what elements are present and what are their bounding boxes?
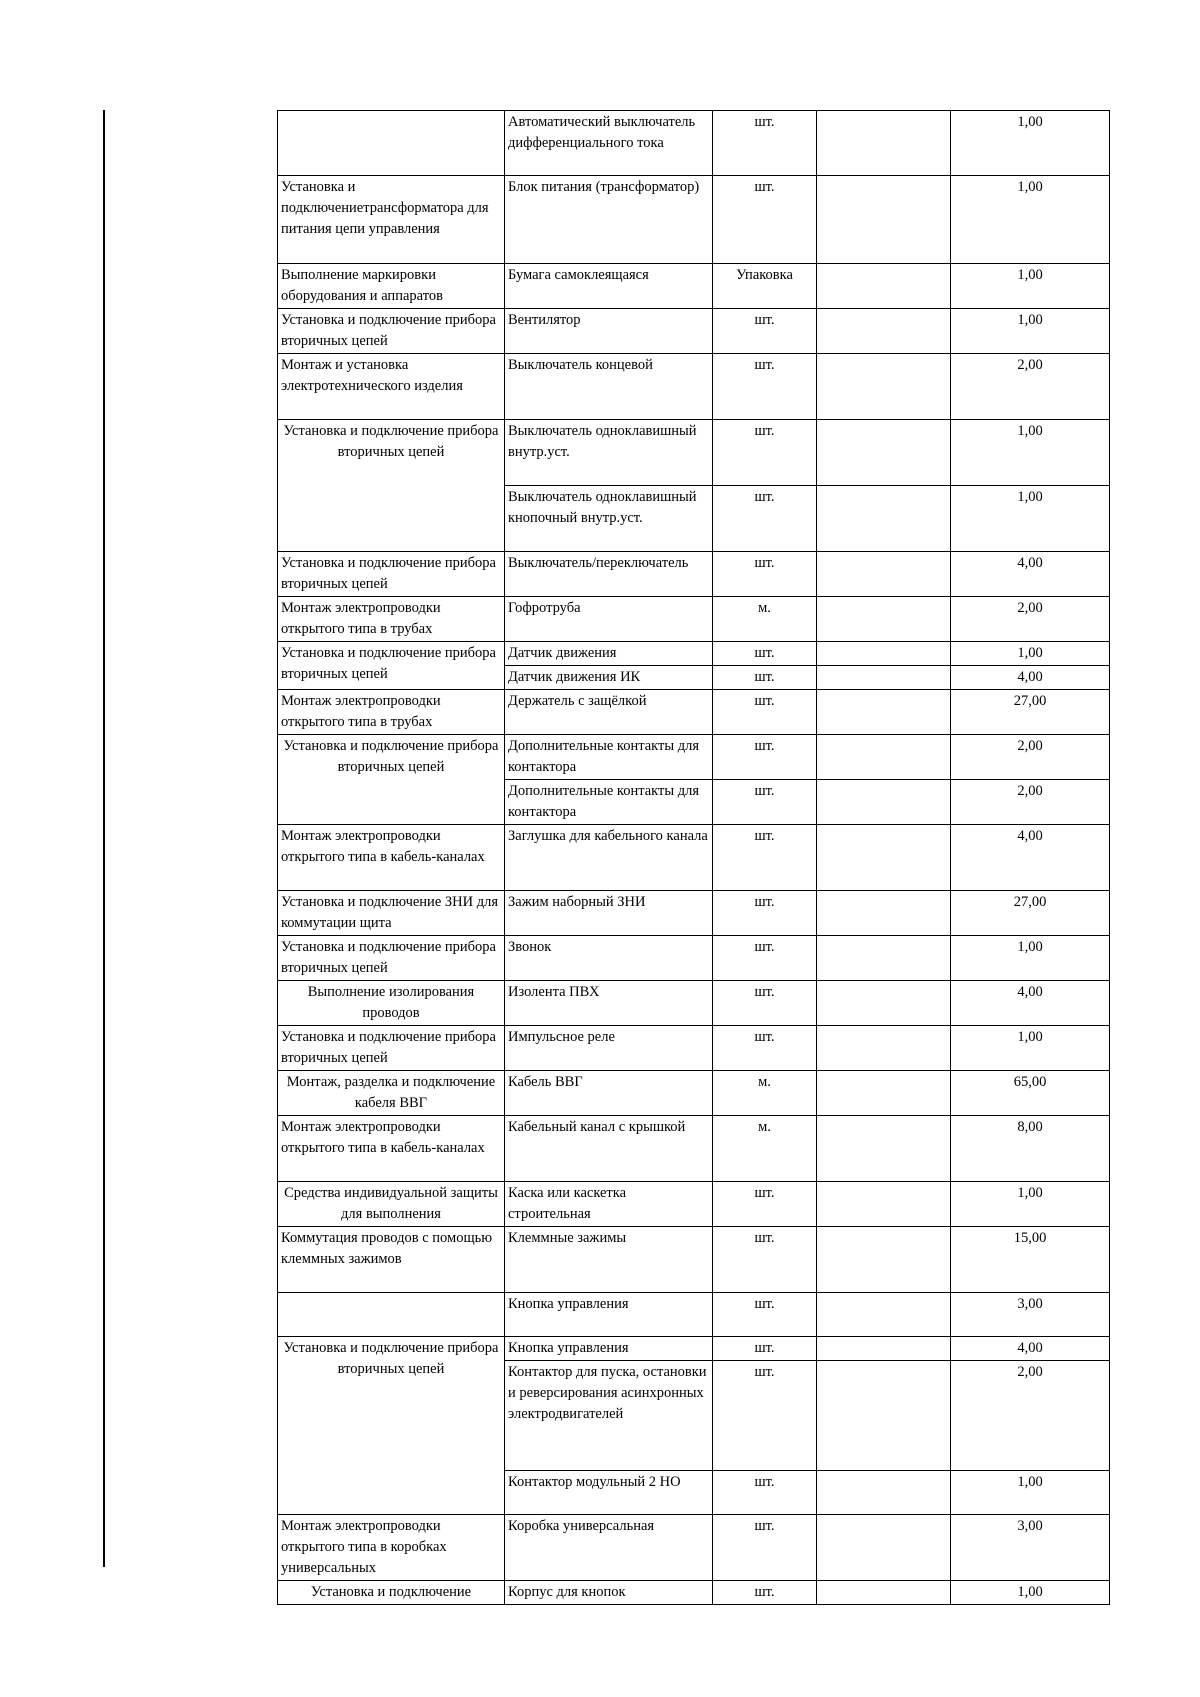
quantity-cell: 4,00 xyxy=(951,981,1110,1026)
material-name-cell: Датчик движения ИК xyxy=(505,666,713,690)
work-description-cell: Монтаж электропроводки открытого типа в кабель-каналах xyxy=(278,825,505,891)
quantity-cell: 1,00 xyxy=(951,111,1110,176)
quantity-cell: 4,00 xyxy=(951,666,1110,690)
table-row xyxy=(278,309,1110,354)
empty-cell xyxy=(817,1116,951,1182)
material-name-cell: Дополнительные контакты для контактора xyxy=(505,735,713,780)
table-row xyxy=(278,891,1110,936)
unit-cell: шт. xyxy=(713,176,817,264)
unit-cell: м. xyxy=(713,1071,817,1116)
quantity-cell: 1,00 xyxy=(951,936,1110,981)
unit-cell: шт. xyxy=(713,1361,817,1471)
quantity-cell: 2,00 xyxy=(951,354,1110,420)
table-row xyxy=(278,176,1110,264)
work-description-cell: Установка и подключение ЗНИ для коммутации щита xyxy=(278,891,505,936)
quantity-cell: 3,00 xyxy=(951,1515,1110,1581)
table-row xyxy=(278,1337,1110,1361)
material-name-cell: Датчик движения xyxy=(505,642,713,666)
unit-cell: шт. xyxy=(713,552,817,597)
quantity-cell: 65,00 xyxy=(951,1071,1110,1116)
material-name-cell: Изолента ПВХ xyxy=(505,981,713,1026)
material-name-cell: Импульсное реле xyxy=(505,1026,713,1071)
table-row xyxy=(278,690,1110,735)
table-row xyxy=(278,1182,1110,1227)
work-description-cell: Установка и подключение прибора вторичных цепей xyxy=(278,936,505,981)
material-name-cell: Заглушка для кабельного канала xyxy=(505,825,713,891)
empty-cell xyxy=(817,354,951,420)
table-row xyxy=(278,420,1110,486)
empty-cell xyxy=(817,1471,951,1515)
empty-cell xyxy=(817,1071,951,1116)
quantity-cell: 1,00 xyxy=(951,264,1110,309)
material-name-cell: Каска или каскетка строительная xyxy=(505,1182,713,1227)
unit-cell: шт. xyxy=(713,780,817,825)
table-row xyxy=(278,735,1110,780)
unit-cell: шт. xyxy=(713,1293,817,1337)
material-name-cell: Звонок xyxy=(505,936,713,981)
empty-cell xyxy=(817,1293,951,1337)
work-description-cell: Выполнение маркировки оборудования и аппаратов xyxy=(278,264,505,309)
material-name-cell: Кабельный канал с крышкой xyxy=(505,1116,713,1182)
work-description-cell: Монтаж электропроводки открытого типа в коробках универсальных xyxy=(278,1515,505,1581)
table-row xyxy=(278,1515,1110,1581)
empty-cell xyxy=(817,1515,951,1581)
work-description-cell xyxy=(278,1293,505,1337)
table-row xyxy=(278,1026,1110,1071)
unit-cell: шт. xyxy=(713,891,817,936)
work-description-cell: Средства индивидуальной защиты для выполнения xyxy=(278,1182,505,1227)
unit-cell: шт. xyxy=(713,735,817,780)
unit-cell: шт. xyxy=(713,825,817,891)
unit-cell: шт. xyxy=(713,1182,817,1227)
quantity-cell: 1,00 xyxy=(951,486,1110,552)
table-row xyxy=(278,1581,1110,1605)
empty-cell xyxy=(817,642,951,666)
empty-cell xyxy=(817,264,951,309)
quantity-cell: 1,00 xyxy=(951,309,1110,354)
quantity-cell: 3,00 xyxy=(951,1293,1110,1337)
empty-cell xyxy=(817,309,951,354)
work-description-cell: Установка и подключение прибора вторичных цепей xyxy=(278,1337,505,1515)
unit-cell: шт. xyxy=(713,1337,817,1361)
table-row xyxy=(278,981,1110,1026)
unit-cell: шт. xyxy=(713,642,817,666)
quantity-cell: 2,00 xyxy=(951,1361,1110,1471)
empty-cell xyxy=(817,936,951,981)
materials-table xyxy=(277,110,1110,1605)
quantity-cell: 15,00 xyxy=(951,1227,1110,1293)
material-name-cell: Автоматический выключатель дифференциального тока xyxy=(505,111,713,176)
unit-cell: шт. xyxy=(713,1515,817,1581)
table-row xyxy=(278,1227,1110,1293)
table-row xyxy=(278,264,1110,309)
quantity-cell: 1,00 xyxy=(951,1581,1110,1605)
empty-cell xyxy=(817,111,951,176)
material-name-cell: Дополнительные контакты для контактора xyxy=(505,780,713,825)
unit-cell: шт. xyxy=(713,1227,817,1293)
empty-cell xyxy=(817,1581,951,1605)
material-name-cell: Выключатель одноклавишный кнопочный внутр.уст. xyxy=(505,486,713,552)
quantity-cell: 4,00 xyxy=(951,552,1110,597)
quantity-cell: 27,00 xyxy=(951,891,1110,936)
work-description-cell: Монтаж электропроводки открытого типа в трубах xyxy=(278,690,505,735)
material-name-cell: Зажим наборный ЗНИ xyxy=(505,891,713,936)
material-name-cell: Корпус для кнопок xyxy=(505,1581,713,1605)
work-description-cell: Монтаж электропроводки открытого типа в кабель-каналах xyxy=(278,1116,505,1182)
table-row xyxy=(278,1293,1110,1337)
work-description-cell: Установка и подключение прибора вторичных цепей xyxy=(278,309,505,354)
quantity-cell: 1,00 xyxy=(951,642,1110,666)
empty-cell xyxy=(817,552,951,597)
empty-cell xyxy=(817,981,951,1026)
material-name-cell: Выключатель/переключатель xyxy=(505,552,713,597)
work-description-cell: Монтаж и установка электротехнического изделия xyxy=(278,354,505,420)
work-description-cell: Установка и подключение xyxy=(278,1581,505,1605)
unit-cell: шт. xyxy=(713,981,817,1026)
empty-cell xyxy=(817,486,951,552)
empty-cell xyxy=(817,735,951,780)
material-name-cell: Вентилятор xyxy=(505,309,713,354)
empty-cell xyxy=(817,420,951,486)
material-name-cell: Кнопка управления xyxy=(505,1293,713,1337)
work-description-cell: Установка и подключение прибора вторичных цепей xyxy=(278,420,505,552)
material-name-cell: Выключатель одноклавишный внутр.уст. xyxy=(505,420,713,486)
margin-line xyxy=(103,110,105,1567)
empty-cell xyxy=(817,1227,951,1293)
work-description-cell: Установка и подключение прибора вторичных цепей xyxy=(278,552,505,597)
unit-cell: шт. xyxy=(713,690,817,735)
quantity-cell: 27,00 xyxy=(951,690,1110,735)
table-row xyxy=(278,111,1110,176)
empty-cell xyxy=(817,1026,951,1071)
unit-cell: шт. xyxy=(713,420,817,486)
empty-cell xyxy=(817,1361,951,1471)
work-description-cell: Установка и подключение прибора вторичных цепей xyxy=(278,642,505,690)
material-name-cell: Кнопка управления xyxy=(505,1337,713,1361)
empty-cell xyxy=(817,1182,951,1227)
material-name-cell: Блок питания (трансформатор) xyxy=(505,176,713,264)
work-description-cell: Установка и подключение прибора вторичных цепей xyxy=(278,1026,505,1071)
empty-cell xyxy=(817,597,951,642)
empty-cell xyxy=(817,891,951,936)
material-name-cell: Гофротруба xyxy=(505,597,713,642)
table-row xyxy=(278,552,1110,597)
table-row xyxy=(278,1116,1110,1182)
material-name-cell: Коробка универсальная xyxy=(505,1515,713,1581)
table-row xyxy=(278,825,1110,891)
unit-cell: шт. xyxy=(713,1581,817,1605)
unit-cell: шт. xyxy=(713,309,817,354)
empty-cell xyxy=(817,690,951,735)
quantity-cell: 1,00 xyxy=(951,1026,1110,1071)
quantity-cell: 4,00 xyxy=(951,1337,1110,1361)
unit-cell: Упаковка xyxy=(713,264,817,309)
table-row xyxy=(278,1071,1110,1116)
unit-cell: шт. xyxy=(713,1026,817,1071)
material-name-cell: Контактор модульный 2 НО xyxy=(505,1471,713,1515)
table-row xyxy=(278,642,1110,666)
quantity-cell: 1,00 xyxy=(951,420,1110,486)
work-description-cell: Монтаж электропроводки открытого типа в трубах xyxy=(278,597,505,642)
empty-cell xyxy=(817,176,951,264)
quantity-cell: 1,00 xyxy=(951,176,1110,264)
unit-cell: шт. xyxy=(713,354,817,420)
material-name-cell: Держатель с защёлкой xyxy=(505,690,713,735)
material-name-cell: Кабель ВВГ xyxy=(505,1071,713,1116)
work-description-cell: Установка и подключениетрансформатора для питания цепи управления xyxy=(278,176,505,264)
work-description-cell: Установка и подключение прибора вторичных цепей xyxy=(278,735,505,825)
quantity-cell: 1,00 xyxy=(951,1471,1110,1515)
empty-cell xyxy=(817,780,951,825)
quantity-cell: 1,00 xyxy=(951,1182,1110,1227)
work-description-cell xyxy=(278,111,505,176)
quantity-cell: 8,00 xyxy=(951,1116,1110,1182)
table-row xyxy=(278,354,1110,420)
work-description-cell: Монтаж, разделка и подключение кабеля ВВГ xyxy=(278,1071,505,1116)
work-description-cell: Коммутация проводов с помощью клеммных зажимов xyxy=(278,1227,505,1293)
unit-cell: шт. xyxy=(713,486,817,552)
empty-cell xyxy=(817,666,951,690)
material-name-cell: Клеммные зажимы xyxy=(505,1227,713,1293)
quantity-cell: 2,00 xyxy=(951,597,1110,642)
unit-cell: м. xyxy=(713,1116,817,1182)
unit-cell: м. xyxy=(713,597,817,642)
quantity-cell: 2,00 xyxy=(951,735,1110,780)
table-row xyxy=(278,597,1110,642)
empty-cell xyxy=(817,825,951,891)
unit-cell: шт. xyxy=(713,1471,817,1515)
empty-cell xyxy=(817,1337,951,1361)
material-name-cell: Бумага самоклеящаяся xyxy=(505,264,713,309)
quantity-cell: 2,00 xyxy=(951,780,1110,825)
work-description-cell: Выполнение изолирования проводов xyxy=(278,981,505,1026)
table-row xyxy=(278,936,1110,981)
material-name-cell: Контактор для пуска, остановки и реверсирования асинхронных электродвигателей xyxy=(505,1361,713,1471)
quantity-cell: 4,00 xyxy=(951,825,1110,891)
unit-cell: шт. xyxy=(713,111,817,176)
material-name-cell: Выключатель концевой xyxy=(505,354,713,420)
unit-cell: шт. xyxy=(713,936,817,981)
unit-cell: шт. xyxy=(713,666,817,690)
